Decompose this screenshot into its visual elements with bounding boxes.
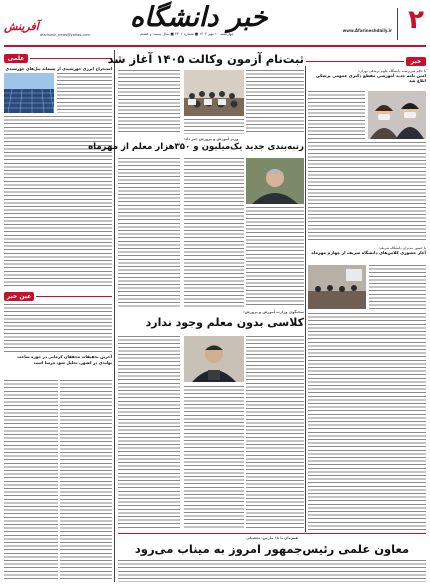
left-column-text (4, 304, 112, 352)
right-mid-kicker: با حضور مدیران دانشگاه شریف: (378, 246, 426, 250)
middle-body-2 (246, 336, 304, 530)
middle-headline: کلاسی بدون معلم وجود ندارد (145, 316, 304, 329)
bottom-headline: معاون علمی رئیس‌جمهور امروز به میناب می‌رود (134, 542, 410, 556)
right-body-1 (308, 91, 365, 139)
masthead-rule (4, 45, 426, 47)
bottom-body (118, 560, 426, 582)
dateline: چهارشنبه ۱۰ مهر ۱۴۰۳ ■ شماره ۳۴۰۶ ■ سال بیست و هشتم (140, 32, 234, 36)
website-url: www.Afarineshdaily.ir (342, 28, 392, 33)
center-body-3 (246, 207, 304, 308)
left-column-text-3 (60, 380, 112, 580)
right-kicker: با حکم سرپرست دانشگاه علوم پزشکی تهران: (358, 69, 426, 73)
classroom-photo (184, 70, 244, 116)
right-mid-headline: آغاز حضوری کلاس‌های دانشگاه شریف از چهارم مهرماه (311, 250, 426, 255)
middle-body-3 (184, 386, 244, 530)
lead-body-1 (118, 70, 180, 134)
section-tag-science: علمی (4, 54, 28, 63)
lead-body-2 (246, 70, 304, 134)
masked-students-photo (368, 91, 426, 139)
center-headline: رتبه‌بندی جدید یک‌میلیون و ۳۵۰هزار معلم از مهرماه (88, 142, 304, 152)
contact-email: afarinesh_news@yahoo.com (40, 33, 90, 37)
section-tag-exact-news: عین خبر (4, 292, 34, 301)
center-body-2 (184, 158, 244, 308)
left-article-body (57, 73, 112, 113)
solar-panel-photo (4, 73, 54, 113)
masthead (0, 0, 430, 46)
page-number: ۲ (408, 5, 424, 35)
lead-body-3 (184, 119, 244, 134)
left-bottom-title: آخرین تحقیقات محققان کرمانی در حوزه ساخت تولیدی در کشور، تحلیل شود مرسا است (17, 354, 112, 365)
classroom-photo-2 (308, 265, 366, 309)
lead-headline: ثبت‌نام آزمون وکالت ۱۴۰۵ آغاز شد (107, 52, 304, 66)
right-headline: امین نامه جدید آموزشی مقطع دکتری عمومی پزشکی ابلاغ شد (315, 73, 426, 84)
right-mid-body (369, 265, 426, 309)
brand-logo: آفرينش (4, 20, 39, 33)
center-body-1 (118, 158, 180, 308)
newspaper-title: خبر دانشگاه (130, 2, 268, 33)
left-article-title: استخراج انرژی خورشیدی از پسماند پنل‌های خورشیدی (5, 66, 112, 71)
right-body-3 (308, 313, 426, 530)
minister-photo (246, 158, 304, 204)
left-column-text-2 (4, 380, 58, 580)
center-kicker: وزیر آموزش و پرورش خبر داد: (183, 137, 239, 141)
middle-kicker: سخنگوی وزارت آموزش و پرورش: (243, 310, 304, 314)
bottom-kicker: همزمان با ۱۸ مارس، تحصیلی (246, 536, 298, 540)
section-tag-news: خبر (406, 57, 426, 66)
right-body-2 (308, 142, 426, 242)
middle-body-1 (118, 336, 180, 530)
spokesperson-photo (184, 336, 244, 382)
